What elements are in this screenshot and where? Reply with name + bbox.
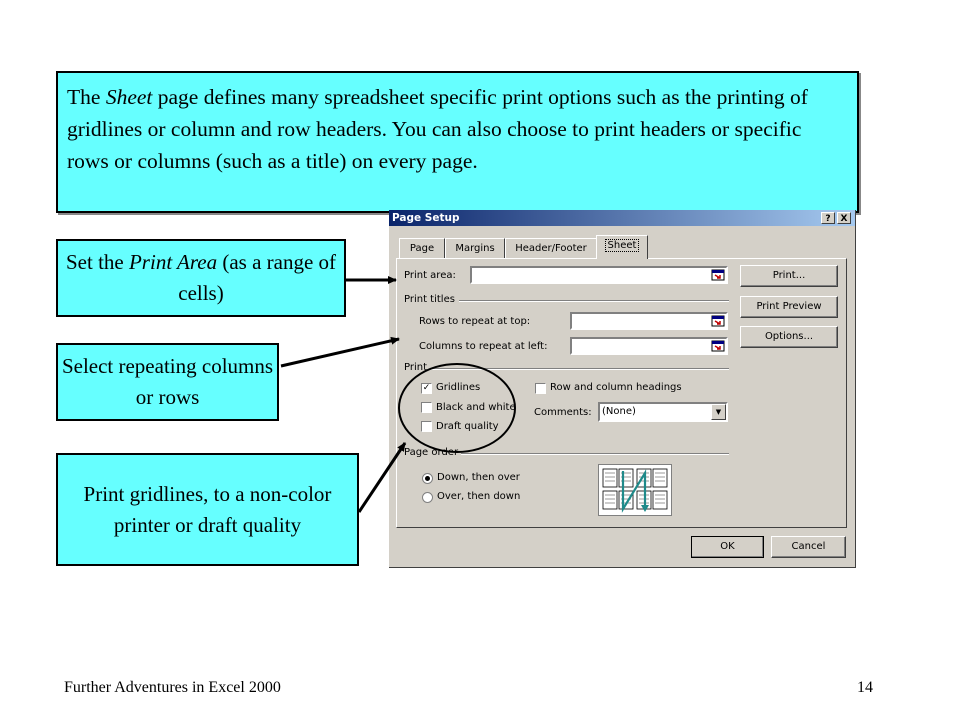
print-area-callout-rest: (as a range of cells) (178, 250, 337, 305)
repeating-arrow (281, 339, 399, 366)
tab-sheet-label: Sheet (605, 239, 640, 252)
down-then-over-label: Down, then over (437, 472, 520, 483)
print-preview-button-label: Print Preview (756, 301, 822, 312)
dialog-title: Page Setup (392, 212, 460, 224)
print-titles-label: Print titles (404, 294, 455, 305)
ok-button-label: OK (720, 541, 735, 552)
print-area-callout-em: Print Area (128, 250, 218, 274)
page-number: 14 (857, 679, 873, 696)
cancel-button-label: Cancel (791, 541, 826, 552)
gridlines-callout-text: Print gridlines, to a non-color printer or draft quality (83, 481, 332, 537)
repeating-callout-text: Select repeating columns or rows (61, 354, 274, 409)
black-white-label: Black and white (436, 402, 516, 413)
row-col-headings-label: Row and column headings (550, 382, 682, 393)
tab-page-label: Page (409, 243, 435, 254)
page-order-label: Page order (404, 447, 459, 458)
over-then-down-label: Over, then down (437, 491, 521, 502)
highlight-circle (399, 364, 515, 452)
chevron-down-icon[interactable]: ▼ (711, 404, 726, 420)
print-area-label: Print area: (404, 270, 456, 281)
callout-text-em: Sheet (105, 85, 153, 109)
options-button-label: Options... (764, 331, 814, 342)
gridlines-label: Gridlines (436, 382, 481, 393)
draft-quality-label: Draft quality (436, 421, 499, 432)
print-group-label: Print (404, 362, 428, 373)
cols-repeat-label: Columns to repeat at left: (419, 341, 548, 352)
comments-label: Comments: (534, 407, 592, 418)
callout-text-prefix: The (67, 85, 106, 109)
tab-header-footer-label: Header/Footer (515, 243, 587, 254)
tab-margins-label: Margins (455, 243, 495, 254)
checkmark-icon: ✓ (422, 383, 431, 393)
callout-text-rest: page defines many spreadsheet specific print options such as the printing of gridlines or column and row headers. You can also choose to print headers or specific rows or columns (such as a title) on every page. (67, 85, 808, 173)
help-button[interactable]: ? (821, 212, 835, 224)
close-button[interactable]: X (837, 212, 851, 224)
footer-title: Further Adventures in Excel 2000 (64, 679, 281, 696)
rows-repeat-label: Rows to repeat at top: (419, 316, 531, 327)
tab-sheet[interactable] (596, 235, 648, 259)
print-area-callout-prefix: Set the (65, 250, 129, 274)
print-button-label: Print... (772, 270, 806, 281)
gridlines-arrow (359, 443, 405, 512)
comments-select-value: (None) (602, 406, 636, 417)
